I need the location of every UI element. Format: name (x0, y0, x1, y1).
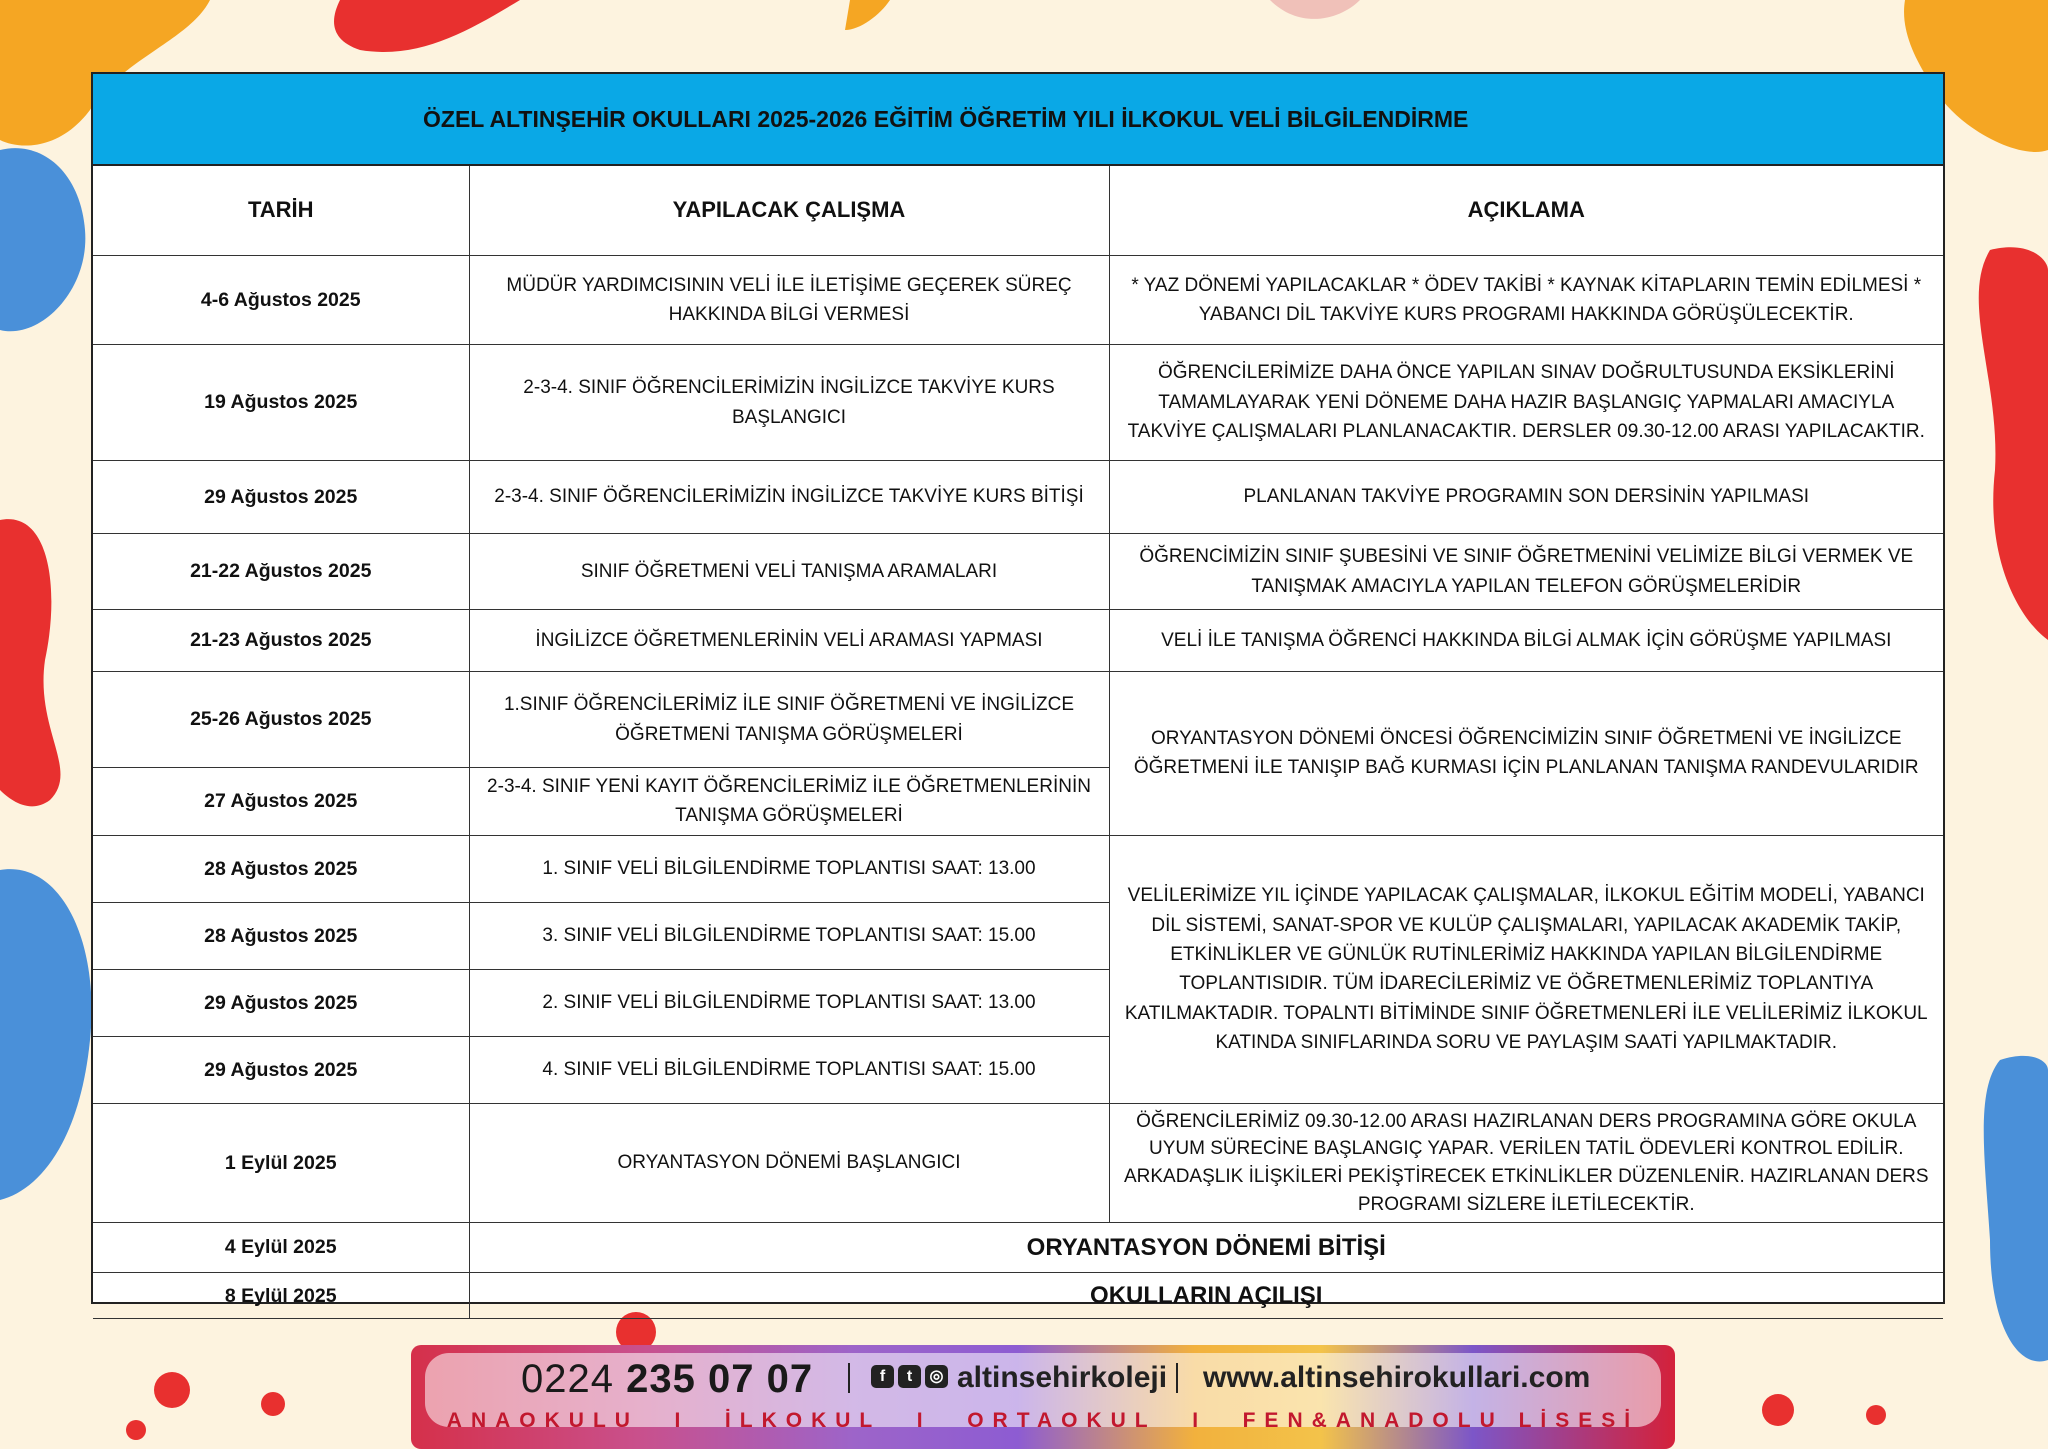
row-work: 2-3-4. SINIF ÖĞRENCİLERİMİZİN İNGİLİZCE TAKVİYE KURS BAŞLANGICI (469, 345, 1109, 461)
page-title: ÖZEL ALTINŞEHİR OKULLARI 2025-2026 EĞİTİM ÖĞRETİM YILI İLKOKUL VELİ BİLGİLENDİRME (93, 74, 1943, 166)
school-levels (411, 1409, 1675, 1433)
row-work: 1. SINIF VELİ BİLGİLENDİRME TOPLANTISI SAAT: 13.00 (469, 835, 1109, 902)
row-date: 25-26 Ağustos 2025 (93, 672, 469, 768)
phone-prefix: 0224 (521, 1357, 614, 1401)
table-row (93, 1103, 1943, 1222)
level-label: ANAOKULU (446, 1409, 639, 1432)
social-icons (871, 1365, 948, 1388)
twitter-icon[interactable]: t (898, 1365, 921, 1388)
phone-number[interactable] (521, 1357, 813, 1402)
row-date: 4-6 Ağustos 2025 (93, 256, 469, 345)
table-row (93, 345, 1943, 461)
row-date: 29 Ağustos 2025 (93, 461, 469, 534)
phone-main: 235 07 07 (626, 1357, 814, 1401)
table-row (93, 672, 1943, 768)
row-work: 4. SINIF VELİ BİLGİLENDİRME TOPLANTISI SAAT: 15.00 (469, 1036, 1109, 1103)
row-milestone: ORYANTASYON DÖNEMİ BİTİŞİ (469, 1223, 1943, 1273)
level-separator: I (916, 1409, 932, 1432)
level-label: İLKOKUL (724, 1409, 882, 1432)
divider (848, 1363, 850, 1393)
row-date: 8 Eylül 2025 (93, 1273, 469, 1319)
footer-banner (411, 1345, 1675, 1449)
row-description: ÖĞRENCİMİZİN SINIF ŞUBESİNİ VE SINIF ÖĞRETMENİNİ VELİMİZE BİLGİ VERMEK VE TANIŞMAK AMACIYLA YAPILAN TELEFON GÖRÜŞMELERİDİR (1109, 534, 1943, 610)
header-description: AÇIKLAMA (1109, 166, 1943, 256)
table-row (93, 461, 1943, 534)
schedule-table (93, 166, 1943, 1319)
table-row (93, 1223, 1943, 1273)
row-work: MÜDÜR YARDIMCISININ VELİ İLE İLETİŞİME GEÇEREK SÜREÇ HAKKINDA BİLGİ VERMESİ (469, 256, 1109, 345)
row-date: 28 Ağustos 2025 (93, 902, 469, 969)
row-milestone: OKULLARIN AÇILIŞI (469, 1273, 1943, 1319)
row-date: 21-22 Ağustos 2025 (93, 534, 469, 610)
header-work: YAPILACAK ÇALIŞMA (469, 166, 1109, 256)
table-row (93, 1273, 1943, 1319)
row-date: 28 Ağustos 2025 (93, 835, 469, 902)
row-work: İNGİLİZCE ÖĞRETMENLERİNİN VELİ ARAMASI YAPMASI (469, 610, 1109, 672)
facebook-icon[interactable]: f (871, 1365, 894, 1388)
row-description: ORYANTASYON DÖNEMİ ÖNCESİ ÖĞRENCİMİZİN SINIF ÖĞRETMENİ VE İNGİLİZCE ÖĞRETMENİ İLE TANIŞIP BAĞ KURMASI İÇİN PLANLANAN TANIŞMA RANDEVULARIDIR (1109, 672, 1943, 836)
row-description: VELİLERİMİZE YIL İÇİNDE YAPILACAK ÇALIŞMALAR, İLKOKUL EĞİTİM MODELİ, YABANCI DİL SİSTEMİ, SANAT-SPOR VE KULÜP ÇALIŞMALARI, YAPILACAK AKADEMİK TAKİP, ETKİNLİKLER VE GÜNLÜK RUTİNLERİMİZ HAKKINDA YAPILAN BİLGİLENDİRME TOPLANTISIDIR. TÜM İDARECİLERİMİZ VE ÖĞRETMENLERİMİZ TOPLANTIYA KATILMAKTADIR. TOPALNTI BİTİMİNDE SINIF ÖĞRETMENLERİ İLE VELİLERİMİZ İLKOKUL KATINDA SINIFLARINDA SORU VE PAYLAŞIM SAATİ YAPILMAKTADIR. (1109, 835, 1943, 1103)
table-row (93, 534, 1943, 610)
row-description: * YAZ DÖNEMİ YAPILACAKLAR * ÖDEV TAKİBİ * KAYNAK KİTAPLARIN TEMİN EDİLMESİ * YABANCI DİL TAKVİYE KURS PROGRAMI HAKKINDA GÖRÜŞÜLECEKTİR. (1109, 256, 1943, 345)
social-handle[interactable]: altinsehirkoleji (957, 1361, 1168, 1394)
header-date: TARİH (93, 166, 469, 256)
table-row (93, 835, 1943, 902)
level-separator: I (674, 1409, 690, 1432)
row-date: 19 Ağustos 2025 (93, 345, 469, 461)
row-date: 29 Ağustos 2025 (93, 969, 469, 1036)
divider (1176, 1363, 1178, 1393)
row-date: 21-23 Ağustos 2025 (93, 610, 469, 672)
row-date: 1 Eylül 2025 (93, 1103, 469, 1222)
table-row (93, 256, 1943, 345)
row-work: 2-3-4. SINIF ÖĞRENCİLERİMİZİN İNGİLİZCE TAKVİYE KURS BİTİŞİ (469, 461, 1109, 534)
level-label: FEN&ANADOLU LİSESİ (1242, 1409, 1640, 1432)
level-separator: I (1192, 1409, 1208, 1432)
row-description: ÖĞRENCİLERİMİZE DAHA ÖNCE YAPILAN SINAV DOĞRULTUSUNDA EKSİKLERİNİ TAMAMLAYARAK YENİ DÖNEME DAHA HAZIR BAŞLANGIÇ YAPMALARI AMACIYLA TAKVİYE ÇALIŞMALARI PLANLANACAKTIR. DERSLER 09.30-12.00 ARASI YAPILACAKTIR. (1109, 345, 1943, 461)
row-work: ORYANTASYON DÖNEMİ BAŞLANGICI (469, 1103, 1109, 1222)
row-date: 4 Eylül 2025 (93, 1223, 469, 1273)
row-description: PLANLANAN TAKVİYE PROGRAMIN SON DERSİNİN YAPILMASI (1109, 461, 1943, 534)
table-header-row (93, 166, 1943, 256)
info-sheet (91, 72, 1945, 1310)
row-work: 2. SINIF VELİ BİLGİLENDİRME TOPLANTISI SAAT: 13.00 (469, 969, 1109, 1036)
row-work: 3. SINIF VELİ BİLGİLENDİRME TOPLANTISI SAAT: 15.00 (469, 902, 1109, 969)
row-date: 27 Ağustos 2025 (93, 768, 469, 836)
table-row (93, 610, 1943, 672)
level-label: ORTAOKUL (967, 1409, 1157, 1432)
row-work: SINIF ÖĞRETMENİ VELİ TANIŞMA ARAMALARI (469, 534, 1109, 610)
row-description: ÖĞRENCİLERİMİZ 09.30-12.00 ARASI HAZIRLANAN DERS PROGRAMINA GÖRE OKULA UYUM SÜRECİNE BAŞLANGIÇ YAPAR. VERİLEN TATİL ÖDEVLERİ KONTROL EDİLİR. ARKADAŞLIK İLİŞKİLERİ PEKİŞTİRECEK ETKİNLİKLER DÜZENLENİR. HAZIRLANAN DERS PROGRAMI SİZLERE İLETİLECEKTİR. (1109, 1103, 1943, 1222)
row-description: VELİ İLE TANIŞMA ÖĞRENCİ HAKKINDA BİLGİ ALMAK İÇİN GÖRÜŞME YAPILMASI (1109, 610, 1943, 672)
website-link[interactable]: www.altinsehirokullari.com (1203, 1361, 1591, 1394)
row-work: 2-3-4. SINIF YENİ KAYIT ÖĞRENCİLERİMİZ İLE ÖĞRETMENLERİNİN TANIŞMA GÖRÜŞMELERİ (469, 768, 1109, 836)
row-work: 1.SINIF ÖĞRENCİLERİMİZ İLE SINIF ÖĞRETMENİ VE İNGİLİZCE ÖĞRETMENİ TANIŞMA GÖRÜŞMELERİ (469, 672, 1109, 768)
instagram-icon[interactable]: ◎ (925, 1365, 948, 1388)
row-date: 29 Ağustos 2025 (93, 1036, 469, 1103)
